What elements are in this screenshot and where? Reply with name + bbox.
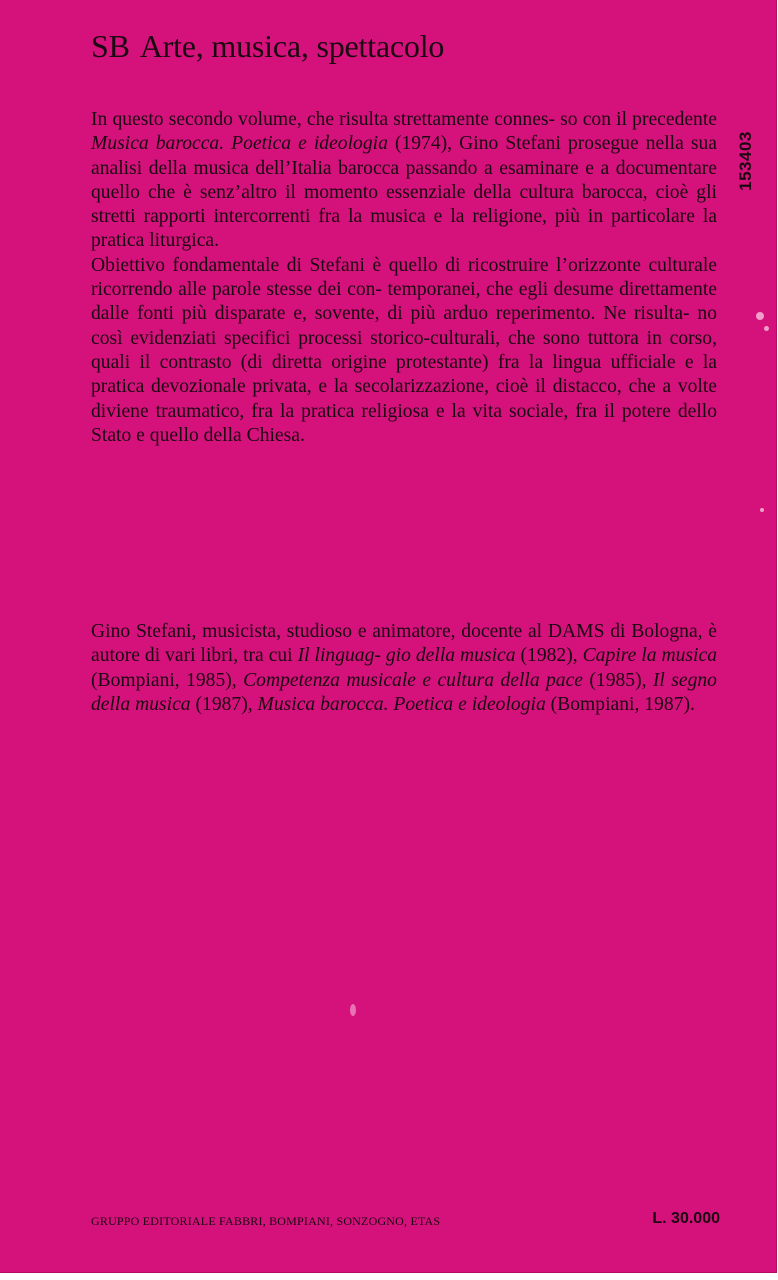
scuff-mark [760,508,764,512]
scuff-mark [350,1004,356,1016]
blurb-paragraph-1 [91,108,717,254]
scuff-mark [764,326,769,331]
author-bio [91,620,717,717]
author-bio-paragraph [91,620,717,717]
series-title: Arte, musica, spettacolo [139,28,445,64]
blurb-p1-text-a: In questo secondo volume, che risulta strettamente connes- so con il precedente [91,109,717,130]
series-heading [91,26,444,66]
bio-book-title-5: Musica barocca. Poetica e ideologia [257,693,546,715]
bio-text-4: (1985), [583,669,653,691]
series-code: SB [91,28,130,64]
bio-book-title-2: Capire la musica [582,645,717,667]
price-tag: L. 30.000 [652,1210,720,1227]
bio-book-title-1: Il linguag- gio della musica [297,645,516,667]
bio-text-6: (Bompiani, 1987). [545,693,695,715]
scuff-mark [756,312,764,320]
bio-book-title-4: Il segno della musica [91,669,717,715]
publisher-line: GRUPPO EDITORIALE FABBRI, BOMPIANI, SONZOGNO, ETAS [91,1214,441,1228]
bio-text-1: Gino Stefani, musicista, studioso e animatore, docente al DAMS di Bologna, è autore di vari libri, tra cui [91,621,717,667]
bio-text-2: (1982), [515,645,583,667]
blurb-text [91,108,717,448]
blurb-p1-book-title: Musica barocca. Poetica e ideologia [91,133,388,155]
bio-text-5: (1987), [190,693,258,715]
blurb-p1-text-b: (1974), Gino Stefani prosegue nella sua analisi della musica dell’Italia barocca passando a esaminare e a documentare quello che è senz’altro il momento essenziale della cultura barocca, cioè gli stretti rapporti intercorrenti fra la musica e la religione, più in particolare la pratica liturgica. [91,133,717,252]
serial-number: 153403 [736,131,755,191]
blurb-paragraph-2: Obiettivo fondamentale di Stefani è quello di ricostruire l’orizzonte culturale ricorrendo alle parole stesse dei con- temporanei, che egli desume direttamente dalle fonti più disparate e, sovente, di più arduo reperimento. Ne risulta- no così evidenziati specifici processi storico-culturali, che sono tuttora in corso, quali il contrasto (di diretta origine protestante) fra la lingua ufficiale e la pratica devozionale privata, e la secolarizzazione, cioè il distacco, che a volte diviene traumatico, fra la pratica religiosa e la vita sociale, fra il potere dello Stato e quello della Chiesa. [91,254,717,446]
bio-book-title-3: Competenza musicale e cultura della pace [243,669,583,691]
bio-text-3: (Bompiani, 1985), [91,669,244,691]
